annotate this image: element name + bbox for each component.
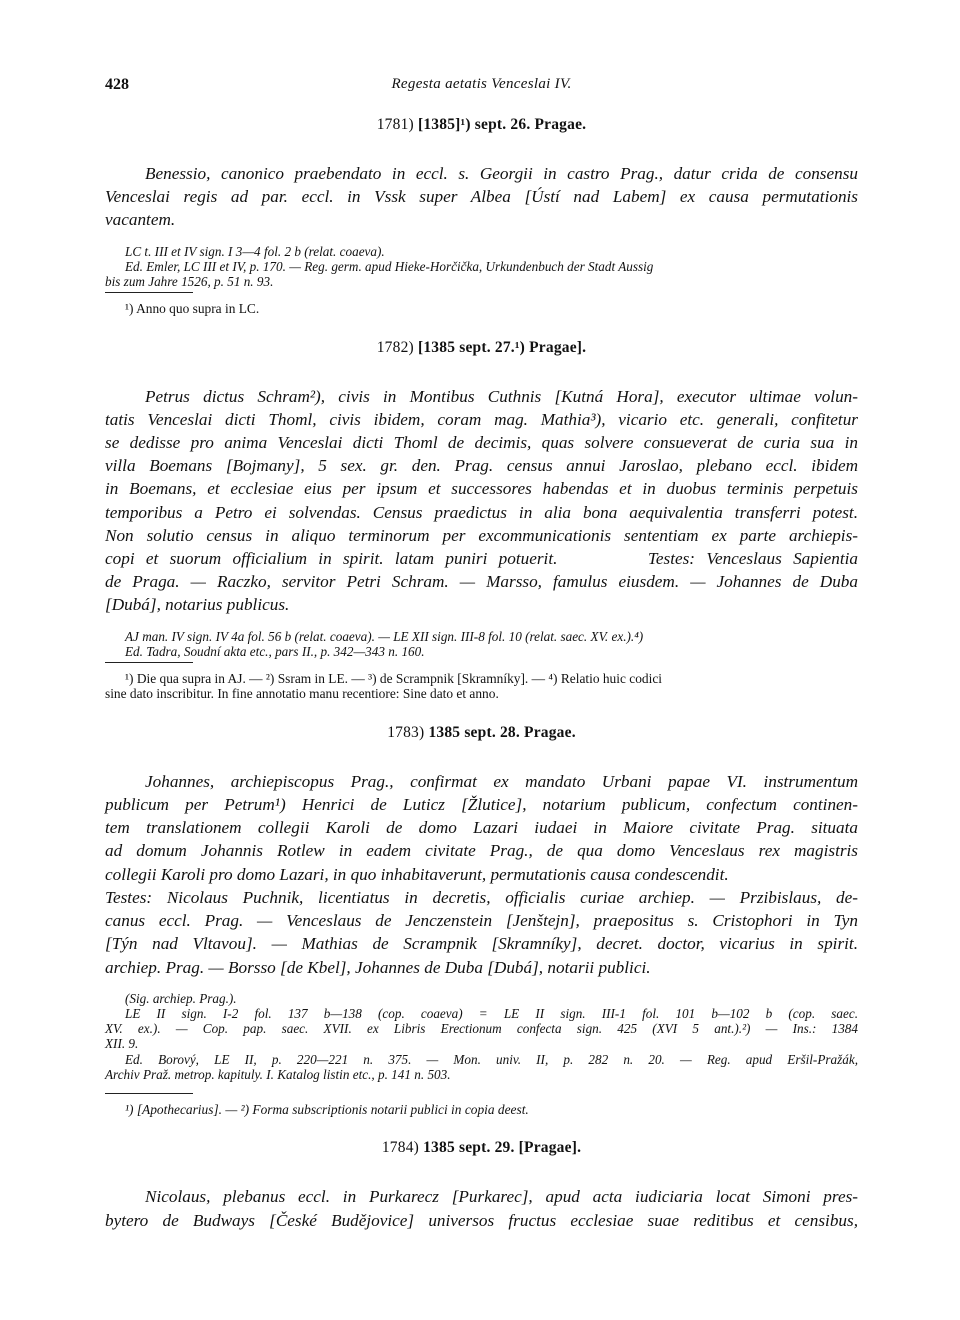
text-line: [Týn nad Vltavou]. — Mathias de Scrampnik [Skramníky], decret. doctor, vicarius in spirit. (105, 934, 858, 954)
source-line: Ed. Borový, LE II, p. 220—221 n. 375. — Mon. univ. II, p. 282 n. 20. — Reg. apud Eršil-Pražák, (125, 1051, 858, 1067)
source-notes (105, 991, 858, 1082)
text-line: bytero de Budways [České Budějovice] universos fructus ecclesiae suae reditibus et censibus, (105, 1210, 858, 1230)
source-line: LE II sign. I-2 fol. 137 b—138 (cop. coaeva) = LE II sign. III-1 fol. 101 b—102 b (cop. saec. (125, 1005, 858, 1021)
footnote-line: sine dato inscribitur. In fine annotatio manu recentiore: Sine dato et anno. (105, 686, 499, 702)
text-line: Nicolaus, plebanus eccl. in Purkarecz [Purkarec], apud acta iudiciaria locat Simoni pres- (145, 1187, 858, 1207)
text-line: tem translationem collegii Karoli de domo Lazari iudaei in Maiore civitate Prag. situata (105, 818, 858, 838)
entry-text (105, 770, 858, 979)
entry-heading (105, 1139, 858, 1157)
entry-text (105, 162, 858, 232)
entry-heading (105, 724, 858, 742)
source-notes (105, 244, 858, 290)
text-line: temporibus a Petro ei solvendas. Census praedictus in alia bona aequivalentia transferri potest. (105, 502, 858, 522)
entry-date: [1385 sept. 27.¹) Pragae]. (417, 338, 587, 356)
entry-date: 1385 sept. 29. [Pragae]. (423, 1139, 582, 1157)
text-line: in Boemans, et ecclesiae eius per ipsum et successores habendas et in duobus terminis perpetuis (105, 479, 858, 499)
footnote-rule (105, 662, 193, 663)
text-line: Venceslai regis ad par. eccl. in Vssk super Albea [Ústí nad Labem] ex causa permutationis (105, 187, 858, 207)
text-line: archiep. Prag. — Borsso [de Kbel], Johannes de Duba [Dubá], notarii publici. (105, 957, 651, 977)
footnotes (105, 301, 858, 316)
source-line: XII. 9. (105, 1036, 139, 1052)
entry-1781 (105, 116, 858, 317)
footnote-line: ¹) Anno quo supra in LC. (125, 301, 260, 317)
source-line: Ed. Emler, LC III et IV, p. 170. — Reg. germ. apud Hieke-Horčička, Urkundenbuch der Stadt Aussig (125, 258, 654, 274)
text-line: tatis Venceslai dicti Thoml, civis ibidem, coram mag. Mathia³), vicario etc. generali, confitetur (105, 409, 858, 429)
source-line: Ed. Tadra, Soudní akta etc., pars II., p. 342—343 n. 160. (125, 643, 425, 659)
text-line: Petrus dictus Schram²), civis in Montibus Cuthnis [Kutná Hora], executor ultimae volun- (145, 386, 858, 406)
entry-1784 (105, 1139, 858, 1231)
entry-text (105, 385, 858, 617)
source-line: Archiv Praž. metrop. kapituly. I. Katalog listin etc., p. 141 n. 503. (105, 1066, 451, 1082)
footnote-line: ¹) Die qua supra in AJ. — ²) Ssram in LE. — ³) de Scrampnik [Skramníky]. — ⁴) Relatio huic codici (125, 671, 662, 687)
page (105, 76, 858, 1232)
entry-number: 1782) (376, 338, 414, 356)
text-line: collegii Karoli pro domo Lazari, in quo inhabitaverunt, permutationis causa condescendit. (105, 864, 729, 884)
entry-text (105, 1185, 858, 1231)
source-line: bis zum Jahre 1526, p. 51 n. 93. (105, 274, 274, 290)
source-notes (105, 629, 858, 659)
footnote-line: ¹) [Apothecarius]. — ²) Forma subscriptionis notarii publici in copia deest. (125, 1101, 529, 1117)
footnotes (105, 671, 858, 702)
entry-1783 (105, 724, 858, 1117)
entry-number: 1783) (387, 723, 425, 741)
text-line: ad domum Johannis Rotlew in eadem civitate Prag., de qua domo Venceslaus rex magistris (105, 841, 858, 861)
text-line: Testes: Nicolaus Puchnik, licentiatus in decretis, officialis curiae archiep. — Przibislaus, de- (105, 887, 858, 907)
entry-date: 1385 sept. 28. Pragae. (428, 723, 576, 741)
running-title: Regesta aetatis Venceslai IV. (391, 76, 572, 92)
source-line: (Sig. archiep. Prag.). (125, 990, 237, 1006)
entry-date: [1385]¹) sept. 26. Pragae. (417, 116, 587, 133)
text-line: publicum per Petrum¹) Henrici de Luticz [Žlutice], notarium publicum, confectum continen- (105, 795, 858, 815)
entry-number: 1781) (376, 116, 414, 133)
footnote-rule (105, 292, 193, 293)
running-head (105, 76, 858, 104)
source-line: XV. ex.). — Cop. pap. saec. XVII. ex Libris Erectionum confecta sign. 425 (XVI 5 ant.).²) — Ins.: 1384 (105, 1021, 858, 1037)
text-line: Non solutio census in aliquo terminorum per excommunicationis sententiam ex parte archiepis- (105, 525, 858, 545)
footnotes (105, 1102, 858, 1117)
source-line: LC t. III et IV sign. I 3—4 fol. 2 b (relat. coaeva). (125, 243, 385, 259)
text-line: canus eccl. Prag. — Venceslaus de Jenczenstein [Jenštejn], praepositus s. Cristophori in Tyn (105, 911, 858, 931)
text-line: copi et suorum officialium in spirit. latam puniri potuerit. Testes: Venceslaus Sapientia (105, 549, 858, 569)
page-number: 428 (105, 76, 129, 93)
text-line: se dedisse pro anima Venceslai dicti Thoml de decimis, quas solvere consueverat de curia sua in (105, 433, 858, 453)
text-line: de Praga. — Raczko, servitor Petri Schram. — Marsso, famulus eiusdem. — Johannes de Duba (105, 572, 858, 592)
source-line: AJ man. IV sign. IV 4a fol. 56 b (relat. coaeva). — LE XII sign. III-8 fol. 10 (relat. saec. XV. ex.).⁴) (125, 628, 644, 644)
text-line: villa Boemans [Bojmany], 5 sex. gr. den. Prag. census annui Jaroslao, plebano eccl. ibidem (105, 456, 858, 476)
entry-heading (105, 116, 858, 134)
text-line: Johannes, archiepiscopus Prag., confirmat ex mandato Urbani papae VI. instrumentum (145, 771, 858, 791)
text-line: vacantem. (105, 210, 176, 230)
footnote-rule (105, 1093, 193, 1094)
text-line: [Dubá], notarius publicus. (105, 595, 290, 615)
text-line: Benessio, canonico praebendato in eccl. s. Georgii in castro Prag., datur crida de consensu (145, 164, 858, 183)
entry-number: 1784) (381, 1139, 420, 1157)
entry-heading (105, 339, 858, 357)
entry-1782 (105, 339, 858, 702)
